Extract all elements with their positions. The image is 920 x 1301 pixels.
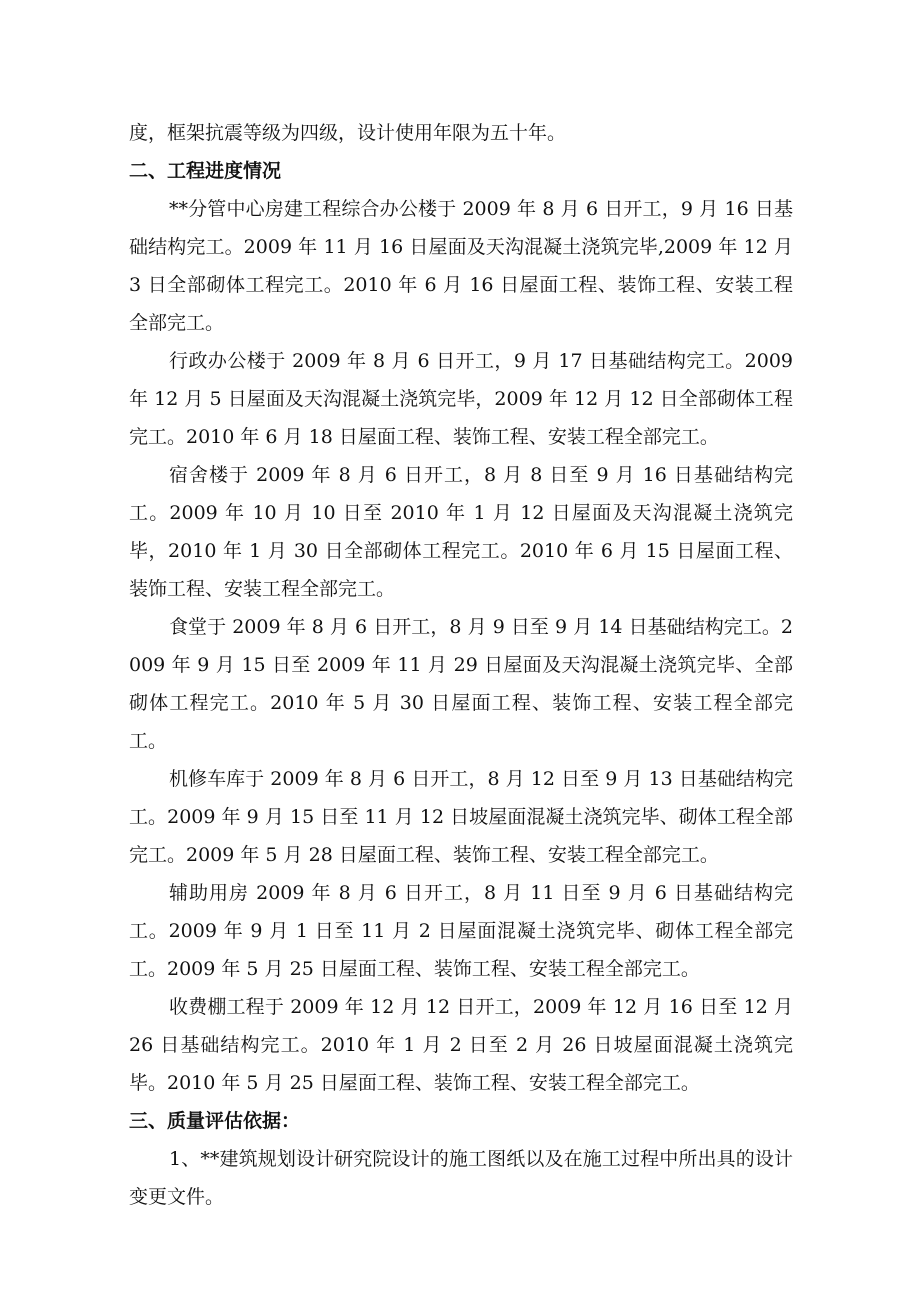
paragraph-admin-building: 行政办公楼于 2009 年 8 月 6 日开工，9 月 17 日基础结构完工。2009 年 12 月 5 日屋面及天沟混凝土浇筑完毕，2009 年 12 月 12 日全部砌体工程完工。2010 年 6 月 18 日屋面工程、装饰工程、安装工程全部完工。 [129, 350, 793, 448]
section-heading-progress: 二、工程进度情况 [129, 160, 282, 182]
paragraph-design-documents: 1、**建筑规划设计研究院设计的施工图纸以及在施工过程中所出具的设计变更文件。 [129, 1148, 793, 1208]
section-heading-quality-basis: 三、质量评估依据： [129, 1110, 301, 1132]
paragraph-canteen: 食堂于 2009 年 8 月 6 日开工，8 月 9 日至 9 月 14 日基础结构完工。2009 年 9 月 15 日至 2009 年 11 月 29 日屋面及天沟混凝土浇筑完毕、全部砌体工程完工。2010 年 5 月 30 日屋面工程、装饰工程、安装工程全部完工。 [129, 616, 793, 752]
document-body [129, 114, 793, 1216]
paragraph-dormitory: 宿舍楼于 2009 年 8 月 6 日开工，8 月 8 日至 9 月 16 日基础结构完工。2009 年 10 月 10 日至 2010 年 1 月 12 日屋面及天沟混凝土浇筑完毕，2010 年 1 月 30 日全部砌体工程完工。2010 年 6 月 15 日屋面工程、装饰工程、安装工程全部完工。 [129, 464, 793, 600]
paragraph-design-life: 度，框架抗震等级为四级，设计使用年限为五十年。 [129, 122, 567, 144]
paragraph-auxiliary-building: 辅助用房 2009 年 8 月 6 日开工，8 月 11 日至 9 月 6 日基础结构完工。2009 年 9 月 1 日至 11 月 2 日屋面混凝土浇筑完毕、砌体工程全部完工。2009 年 5 月 25 日屋面工程、装饰工程、安装工程全部完工。 [129, 882, 793, 980]
paragraph-toll-shed: 收费棚工程于 2009 年 12 月 12 日开工，2009 年 12 月 16 日至 12 月 26 日基础结构完工。2010 年 1 月 2 日至 2 月 26 日坡屋面混凝土浇筑完毕。2010 年 5 月 25 日屋面工程、装饰工程、安装工程全部完工。 [129, 996, 793, 1094]
paragraph-office-building: **分管中心房建工程综合办公楼于 2009 年 8 月 6 日开工，9 月 16 日基础结构完工。2009 年 11 月 16 日屋面及天沟混凝土浇筑完毕,2009 年 12 月 3 日全部砌体工程完工。2010 年 6 月 16 日屋面工程、装饰工程、安装工程全部完工。 [129, 198, 793, 334]
paragraph-repair-garage: 机修车库于 2009 年 8 月 6 日开工，8 月 12 日至 9 月 13 日基础结构完工。2009 年 9 月 15 日至 11 月 12 日坡屋面混凝土浇筑完毕、砌体工程全部完工。2009 年 5 月 28 日屋面工程、装饰工程、安装工程全部完工。 [129, 768, 793, 866]
